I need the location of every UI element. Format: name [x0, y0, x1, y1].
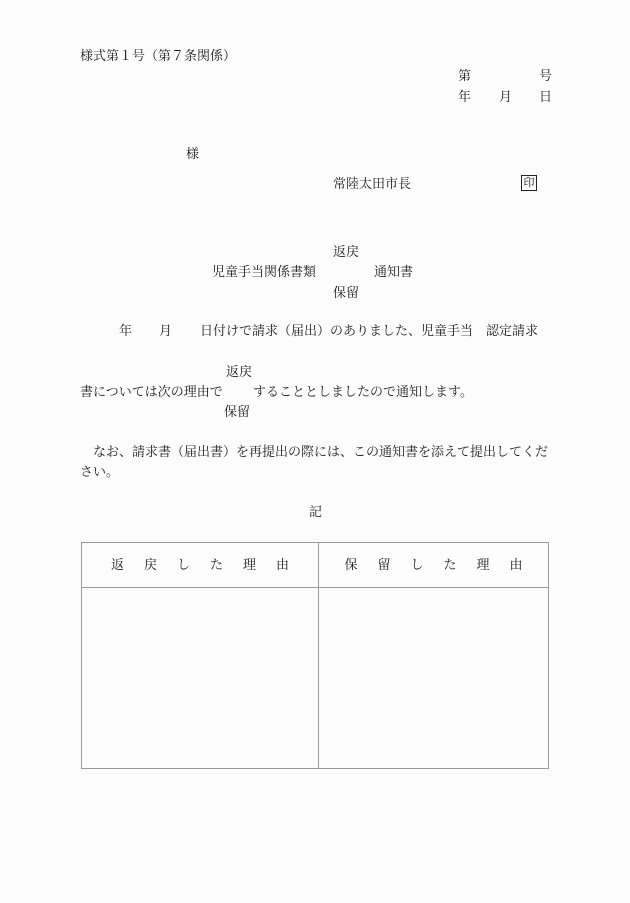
- cell-hold-reason[interactable]: [319, 588, 549, 769]
- body-option-hold: 保留: [224, 405, 251, 420]
- title-option-return: 返戻: [333, 245, 360, 260]
- number-prefix: 第: [458, 69, 472, 84]
- number-suffix: 号: [539, 69, 553, 84]
- record-heading: 記: [309, 505, 323, 520]
- table-header-row: [82, 543, 549, 588]
- date-month: 月: [499, 90, 513, 105]
- body-year: 年: [119, 324, 133, 339]
- addressee-suffix: 様: [186, 147, 200, 162]
- form-label: 様式第１号（第７条関係）: [80, 49, 237, 64]
- header-hold-reason: 保 留 し た 理 由: [319, 543, 549, 588]
- body-line1-text: 日付けで請求（届出）のありました、児童手当 認定請求: [200, 324, 539, 339]
- header-return-reason: 返 戻 し た 理 由: [82, 543, 319, 588]
- title-suffix: 通知書: [374, 265, 414, 280]
- date-year: 年: [458, 90, 472, 105]
- title-main: 児童手当関係書類: [212, 265, 317, 280]
- date-day: 日: [539, 90, 553, 105]
- body-line2-suffix: することとしましたので通知します。: [253, 385, 473, 400]
- seal-stamp-icon: 印: [521, 175, 537, 191]
- body-month: 月: [159, 324, 173, 339]
- body-line2-prefix: 書については次の理由で: [80, 385, 223, 400]
- body-option-return: 返戻: [226, 365, 253, 380]
- title-option-hold: 保留: [333, 286, 360, 301]
- reasons-table: [81, 542, 549, 769]
- table-row: [82, 588, 549, 769]
- issuer-name: 常陸太田市長: [333, 177, 412, 192]
- cell-return-reason[interactable]: [82, 588, 319, 769]
- note-paragraph: なお、請求書（届出書）を再提出の際には、この通知書を添えて提出してください。: [80, 445, 549, 480]
